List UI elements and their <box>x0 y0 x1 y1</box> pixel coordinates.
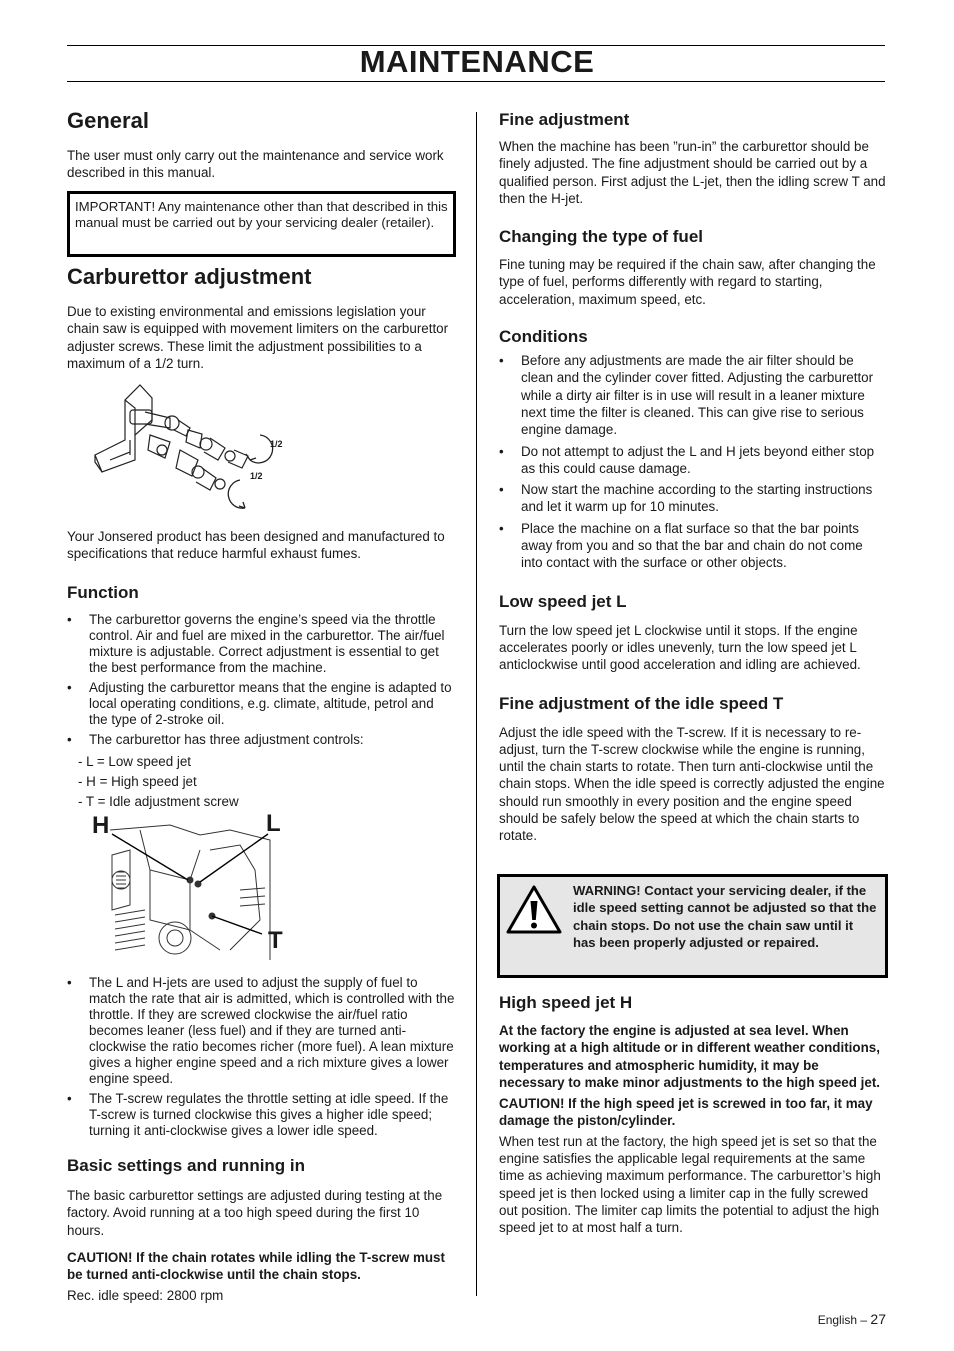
label-h: H <box>92 812 110 839</box>
jets-drawing <box>90 810 290 965</box>
jets-bullet-2: • The T-screw regulates the throttle setting at idle speed. If the T-screw is turned clockwise this gives a higher idle speed; turning it anti-clockwise gives a lower idle speed. <box>67 1091 455 1139</box>
fuel-text: Fine tuning may be required if the chain saw, after changing the type of fuel, performs differently with regard to starting, acceleration, maximum speed, etc. <box>499 257 876 307</box>
fine-heading: Fine adjustment <box>499 110 630 129</box>
idle-speed-text: Rec. idle speed: 2800 rpm <box>67 1288 224 1304</box>
right-column <box>499 110 887 845</box>
high-section <box>499 993 887 1237</box>
function-bullet-3: • The carburettor has three adjustment controls: <box>67 732 455 748</box>
controls-list <box>67 752 455 812</box>
conditions-heading: Conditions <box>499 327 588 347</box>
conditions-bullet-1: • Before any adjustments are made the air filter should be clean and the cylinder cover fitted. Adjusting the carburettor while a dirty air filter is in use will result in a leaner mixture next time the filter is cleaned. This can give rise to serious engine damage. <box>499 352 887 438</box>
basic-heading: Basic settings and running in <box>67 1156 306 1175</box>
warning-text: WARNING! Contact your servicing dealer, if the idle speed setting cannot be adjusted so that the chain stops. Do not use the chain saw until it has been properly adjusted or repaired. <box>573 883 877 950</box>
function-heading: Function <box>67 582 139 602</box>
footer-language: English <box>817 1313 858 1327</box>
fuel-heading: Changing the type of fuel <box>499 227 703 247</box>
important-text: IMPORTANT! Any maintenance other than that described in this manual must be carried out by your servicing dealer (retailer). <box>75 199 448 231</box>
warning-icon <box>506 885 562 935</box>
low-heading: Low speed jet L <box>499 591 627 611</box>
low-text: Turn the low speed jet L clockwise until it stops. If the engine accelerates poorly or idles unevenly, turn the low speed jet L anticlockwise until good acceleration and idling are achieved. <box>499 622 861 673</box>
carburettor-drawing <box>90 380 290 515</box>
jets-list <box>67 975 455 1139</box>
label-l: L <box>266 810 281 837</box>
carb-text: Due to existing environmental and emissions legislation your chain saw is equipped with movement limiters on the carburettor adjuster screws. These limit the adjustment possibilities to a maximum of a 1/2 turn. <box>67 304 449 371</box>
jets-figure <box>90 810 290 965</box>
function-list <box>67 612 455 748</box>
half-turn-label-upper: 1/2 <box>270 439 283 449</box>
page-footer <box>818 1311 886 1327</box>
carb-section <box>67 264 455 372</box>
carb-heading: Carburettor adjustment <box>67 264 312 289</box>
half-turn-label-lower: 1/2 <box>250 471 263 481</box>
basic-text: The basic carburettor settings are adjusted during testing at the factory. Avoid running at a too high speed during the first 10 hours. <box>67 1188 443 1238</box>
function-bullet-1: • The carburettor governs the engine’s speed via the throttle control. Air and fuel are mixed in the carburettor. The air/fuel mixture is adjustable. Correct adjustment is essential to get the best performance from the machine. <box>67 612 455 676</box>
high-heading: High speed jet H <box>499 993 633 1012</box>
page-title: MAINTENANCE <box>359 44 595 79</box>
high-caution: CAUTION! If the high speed jet is screwed in too far, it may damage the piston/cylinder. <box>499 1096 873 1129</box>
jets-bullet-1: • The L and H-jets are used to adjust the supply of fuel to match the rate that air is admitted, which is controlled with the throttle. If they are screwed clockwise the air/fuel ratio becomes leaner (less fuel) and if they are turned anti-clockwise the ratio becomes richer (more fuel). A lean mixture gives a higher engine speed and a rich mixture gives a lower engine speed. <box>67 975 455 1087</box>
high-bold-text: At the factory the engine is adjusted at sea level. When working at a high altitude or in different weather conditions, temperatures and atmospheric humidity, it may be necessary to make minor adjustments to the high speed jet. <box>499 1023 880 1090</box>
conditions-bullet-2: • Do not attempt to adjust the L and H jets beyond either stop as this could cause damage. <box>499 443 887 478</box>
label-t: T <box>268 927 283 954</box>
fine-text: When the machine has been ”run-in” the carburettor should be finely adjusted. The fine adjustment should be carried out by a qualified person. First adjust the L-jet, then the idling screw T and then the H-jet. <box>499 139 886 206</box>
carburettor-figure <box>90 380 290 515</box>
jets-explanation <box>67 975 455 1305</box>
column-divider <box>476 112 477 1296</box>
emission-section <box>67 528 455 812</box>
emission-text: Your Jonsered product has been designed and manufactured to specifications that reduce harmful exhaust fumes. <box>67 529 445 562</box>
conditions-bullet-3: • Now start the machine according to the starting instructions and let it warm up for 10 minutes. <box>499 481 887 516</box>
high-text: When test run at the factory, the high speed jet is set so that the engine satisfies the applicable legal requirements at the same time as achieving maximum performance. The carburettor’s high speed jet is then locked using a limiter cap in the fully screwed out position. The limiter cap limits the potential to adjust the high speed jet to at most half a turn. <box>499 1133 881 1236</box>
warning-box <box>497 874 888 978</box>
header-bottom-rule <box>67 81 885 82</box>
important-box <box>67 191 456 257</box>
general-text: The user must only carry out the maintenance and service work described in this manual. <box>67 148 444 181</box>
control-t: - T = Idle adjustment screw <box>78 793 239 809</box>
conditions-bullet-4: • Place the machine on a flat surface so that the bar points away from you and so that the bar and chain do not come into contact with the surface or other objects. <box>499 520 887 572</box>
conditions-list <box>499 352 887 572</box>
function-bullet-2: • Adjusting the carburettor means that the engine is adapted to local operating conditions, e.g. climate, altitude, petrol and the type of 2-stroke oil. <box>67 680 455 728</box>
general-heading: General <box>67 108 149 133</box>
page-number: 27 <box>870 1311 886 1327</box>
footer-dash: – <box>860 1313 868 1327</box>
control-h: - H = High speed jet <box>78 773 197 789</box>
control-l: - L = Low speed jet <box>78 753 192 769</box>
idle-text: Adjust the idle speed with the T-screw. If it is necessary to re-adjust, turn the T-screw clockwise while the engine is running, until the chain starts to rotate. Then turn anti-clockwise until the chain stops. When the idle speed is correctly adjusted the engine should run smoothly in every position and the engine speed should be safely below the speed at which the chain starts to rotate. <box>499 724 885 844</box>
left-column <box>67 108 455 182</box>
basic-caution: CAUTION! If the chain rotates while idling the T-screw must be turned anti-clockwise until the chain stops. <box>67 1249 445 1283</box>
idle-heading: Fine adjustment of the idle speed T <box>499 693 784 713</box>
